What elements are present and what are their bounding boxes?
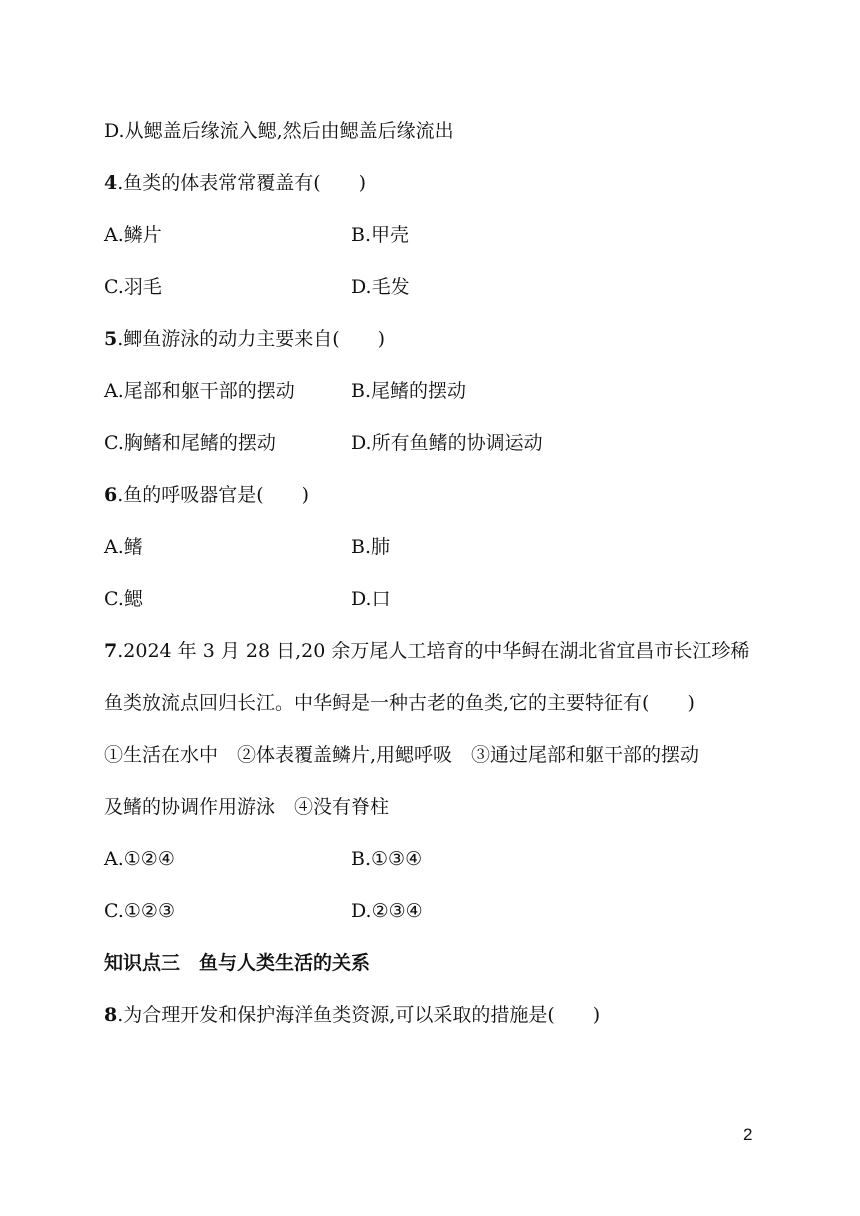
- question-number: 6: [104, 484, 118, 506]
- question-8: [104, 1003, 600, 1027]
- q7-option-d: D.②③④: [351, 900, 423, 922]
- question-text: .鲫鱼游泳的动力主要来自( ): [117, 328, 386, 350]
- q6-option-d: D.口: [351, 588, 391, 610]
- question-5: [104, 327, 385, 351]
- q4-option-a: A.鳞片: [104, 224, 162, 246]
- question-4: [104, 171, 366, 195]
- question-text: .为合理开发和保护海洋鱼类资源,可以采取的措施是( ): [117, 1004, 601, 1026]
- q4-option-c: C.羽毛: [104, 276, 162, 298]
- question-number: 4: [104, 172, 118, 194]
- q6-option-a: A.鳍: [104, 536, 143, 558]
- question-text: .鱼类的体表常常覆盖有( ): [117, 172, 367, 194]
- question-number: 7: [104, 640, 118, 662]
- question-6: [104, 483, 309, 507]
- q5-option-d: D.所有鱼鳍的协调运动: [351, 432, 543, 454]
- q3-option-d: D.从鳃盖后缘流入鳃,然后由鳃盖后缘流出: [104, 120, 454, 142]
- section-heading: 知识点三 鱼与人类生活的关系: [104, 952, 371, 974]
- q6-option-c: C.鳃: [104, 588, 143, 610]
- question-7-line-2: 鱼类放流点回归长江。中华鲟是一种古老的鱼类,它的主要特征有( ): [104, 692, 695, 714]
- q6-option-b: B.肺: [351, 536, 391, 558]
- question-7: [104, 639, 749, 663]
- question-text: .鱼的呼吸器官是( ): [117, 484, 310, 506]
- q7-option-a: A.①②④: [104, 848, 175, 870]
- question-number: 5: [104, 328, 118, 350]
- q4-option-d: D.毛发: [351, 276, 410, 298]
- question-text: .2024 年 3 月 28 日,20 余万尾人工培育的中华鲟在湖北省宜昌市长江珍稀: [117, 640, 750, 662]
- q4-option-b: B.甲壳: [351, 224, 410, 246]
- q5-option-a: A.尾部和躯干部的摆动: [104, 380, 295, 402]
- question-number: 8: [104, 1004, 118, 1026]
- q5-option-b: B.尾鳍的摆动: [351, 380, 467, 402]
- q7-option-b: B.①③④: [351, 848, 423, 870]
- page-number: 2: [743, 1125, 753, 1144]
- q7-option-c: C.①②③: [104, 900, 175, 922]
- question-7-line-3: ①生活在水中 ②体表覆盖鳞片,用鳃呼吸 ③通过尾部和躯干部的摆动: [104, 744, 700, 766]
- q5-option-c: C.胸鳍和尾鳍的摆动: [104, 432, 276, 454]
- question-7-line-4: 及鳍的协调作用游泳 ④没有脊柱: [104, 796, 390, 818]
